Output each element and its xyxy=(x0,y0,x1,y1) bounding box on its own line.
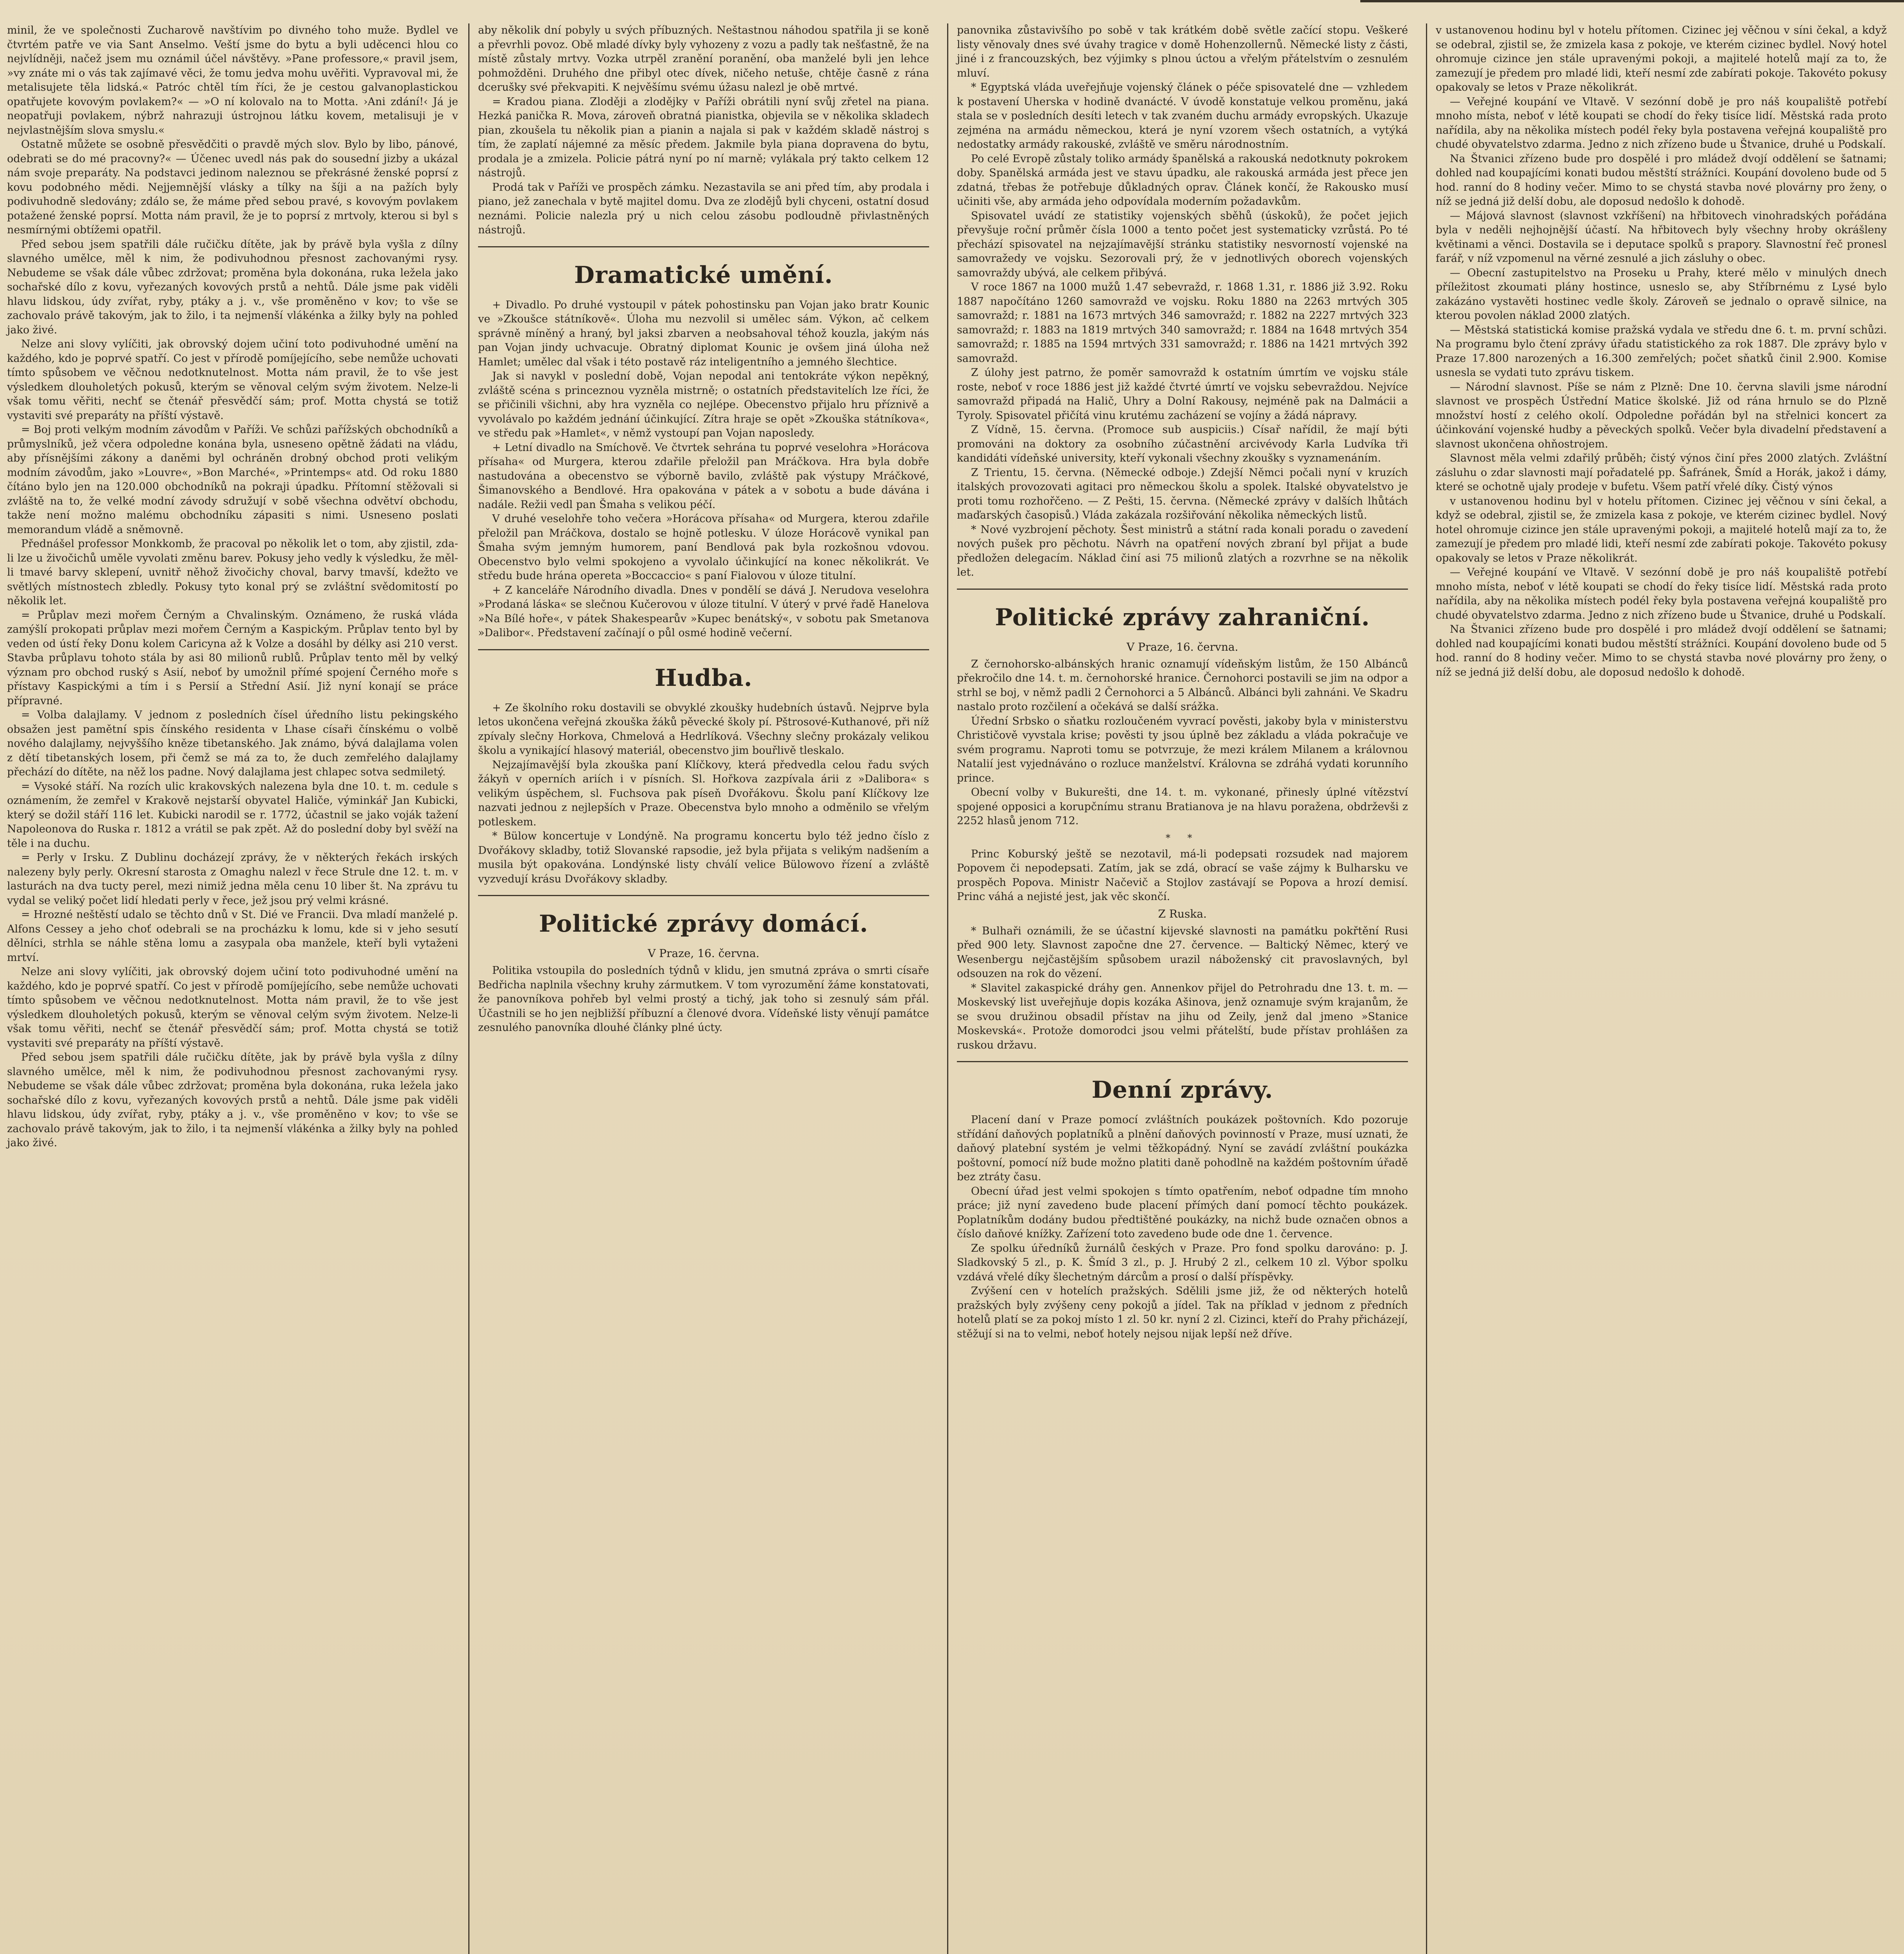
column-separator xyxy=(1426,23,1427,1954)
article-text: v ustanovenou hodinu byl v hotelu přítomen. Cizinec jej věčnou v síni čekal, a když se odebral, zjistil se, že zmizela kasa z pokoje, ve kterém cizinec bydlel. Nový hotel ohromuje cizince jen stále upravenými pokoji, a majitelé hotelů mají za to, že zamezují je předem pro mladé lidi, kteří nesmí zde zabírati pokoje. Takovéto pokusy opakovaly se letos v Praze několikrát. xyxy=(1436,495,1887,564)
news-item: = Hrozné neštěstí udalo se těchto dnů v St. Dié ve Francii. Dva mladí manželé p. Alfons Cessey a jeho choť odebrali se na procházku k lomu, kde si v jeho sesutí dělníci, strhla se náhle stěna lomu a zasypala oba manžele, kteří byli vytaženi mrtví. xyxy=(7,909,458,964)
section-rule xyxy=(478,895,929,896)
column-separator xyxy=(947,23,948,1954)
section-rule xyxy=(478,246,929,247)
article-text: Na Štvanici zřízeno bude pro dospělé i pro mládež dvojí oddělení se šatnami; dohled nad koupajícími konati budou městští strážníci. Koupání dovoleno bude od 5 hod. ranní do 8 hodiny večer. Mimo to se chystá stavba nové plovárny pro ženy, o níž se jedná již delší dobu, ale doposud nedošlo k dohodě. xyxy=(1436,152,1887,208)
article-text: Z černohorsko-albánských hranic oznamují vídeňským listům, že 150 Albánců překročilo dne 14. t. m. černohorské hranice. Černohorci postavili se jim na odpor a strhl se boj, v němž padli 2 Černohorci a 5 Albánců. Albánci byli zahnáni. Ve Skadru nastalo proto rozčilení a očekává se další srážka. xyxy=(957,658,1408,713)
news-item: — Veřejné koupání ve Vltavě. V sezónní době je pro náš koupaliště potřebí mnoho místa, neboť v létě koupati se chodí do řeky tisíce lidí. Městská rada proto nařídila, aby na několika místech podél řeky byla postavena veřejná koupaliště pro chudé obyvatelstvo zdarma. Jedno z nich zřízeno bude u Štvanice, druhé u Podskalí. xyxy=(1436,95,1887,150)
article-text: + Z kanceláře Národního divadla. Dnes v pondělí se dává J. Nerudova veselohra »Prodaná láska« se slečnou Kučerovou v úloze titulní. V úterý v prvé řadě Hanelova »Na Bílé hoře«, v pátek Shakespearův »Kupec benátský«, v sobotu pak Smetanova »Dalibor«. Představení začínají o půl osmé hodině večerní. xyxy=(478,584,929,639)
article-text: + Ze školního roku dostavili se obvyklé zkoušky hudebních ústavů. Nejprve byla letos ukončena veřejná zkouška žáků pěvecké školy pí. Pštrosové-Kuthanové, při níž zpívaly slečny Horkova, Chmelová a Hedrlíková. Všechny slečny prokázaly velikou školu a vynikající hlasový materiál, obecenstvo jim bouřlivě tleskalo. xyxy=(478,701,929,757)
article-text: Po celé Evropě zůstaly toliko armády španělská a rakouská nedotknuty pokrokem doby. Spanělská armáda jest ve stavu úpadku, ale rakouská armáda jest přece jen zdatná, třebas že potřebuje důkladných oprav. Článek končí, že Rakousko musí učiniti vše, aby armáda jeho odpovídala moderním požadavkům. xyxy=(957,152,1408,208)
article-text: Z Trientu, 15. června. (Německé odboje.) Zdejší Němci počali nyní v kruzích italských provozovati agitaci pro německou školu a spolek. Italské obyvatelstvo je proti tomu rozhořčeno. — Z Pešti, 15. června. (Německé zprávy v dalších lhůtách maďarských časopisů.) Vláda zakázala rozšiřování několika německých listů. xyxy=(957,466,1408,521)
dateline: Z Ruska. xyxy=(1158,907,1207,920)
article-text: Před sebou jsem spatřili dále ručičku dítěte, jak by právě byla vyšla z dílny slavného umělce, měl k nim, že podivuhodnou přesnost zachovanými rysy. Nebudeme se však dále vůbec zdržovat; proměna byla dokonána, ruka ležela jako sochařské dílo z kovu, vyřezaných kovových prstů a nehtů. Dále jsme pak viděli hlavu lidskou, údy zvířat, ryby, ptáky a j. v., vše proměněno v kov; to vše se zachovalo právě takovým, jak to žilo, i ta nejmenší vlákénka a žilky byly na pohled jako živé. xyxy=(7,1051,458,1149)
news-item: = Volba dalajlamy. V jednom z posledních čísel úředního listu pekingského obsažen jest pamětní spis čínského residenta v Lhase císaři čínskému o volbě nového dalajlamy, nejvyššího kněze tibetanského. Jak známo, bývá dalajlama volen z dětí tibetanských losem, při čemž se má za to, že duch zemřelého dalajlamy přechází do dítěte, na něž los padne. Nový dalajlama jest chlapec sotva sedmiletý. xyxy=(7,709,458,778)
article-text: Politika vstoupila do posledních týdnů v klidu, jen smutná zpráva o smrti císaře Bedřicha naplnila všechny kruhy zármutkem. V tom vyrozumění žáme konstatovati, že panovníkova pohřeb byl velmi prostý a tichý, jak toho si zesnulý sám přál. Účastnili se ho jen nejbližší příbuzní a členové dvora. Vídeňské listy věnují památce zesnulého panovníka dlouhé články plné úcty. xyxy=(478,964,929,1034)
column-4 xyxy=(1429,23,1894,1954)
news-item: — Městská statistická komise pražská vydala ve středu dne 6. t. m. první schůzi. Na programu bylo čtení zprávy úřadu statistického za rok 1887. Dle zprávy bylo v Praze 17.800 narozených a 16.300 zemřelých; počet sňatků činil 2.900. Komise usnesla se vydati tuto zprávu tiskem. xyxy=(1436,324,1887,379)
news-item: — Národní slavnost. Píše se nám z Plzně: Dne 10. června slavili jsme národní slavnost ve prospěch Ústřední Matice školské. Již od rána hrnulo se do Plzně množství hostí z celého okolí. Odpoledne pořádán byl na střelnici koncert za účinkování vojenské hudby a pěveckých spolků. Večer byla divadelní představení a slavnost ukončena ohňostrojem. xyxy=(1436,381,1887,450)
news-item: = Kradou piana. Zloději a zlodějky v Paříži obrátili nyní svůj zřetel na piana. Hezká panička R. Mova, zároveň obratná pianistka, objevila se v několika skladech pian, zkoušela tu několik pian a pianin a najala si pak v každém skladě nástroj s tím, že zaplatí nájemné za měsíc předem. Jakmile byla piana dopravena do bytu, prodala je a zmizela. Policie pátrá nyní po ní marně; vylákala prý takto celkem 12 nástrojů. xyxy=(478,95,929,179)
section-rule xyxy=(957,1061,1408,1062)
column-1 xyxy=(0,23,465,1954)
article-text: Úřední Srbsko o sňatku rozloučeném vyvrací pověsti, jakoby byla v ministerstvu Christičově vyvstala krise; pověsti ty jsou úplně bez základu a vláda pokračuje ve svém programu. Naproti tomu se potvrzuje, že mezi králem Milanem a královnou Natalií jest vyjednáváno o rozluce manželství. Královna se zdráhá vydati korunního prince. xyxy=(957,715,1408,784)
column-2 xyxy=(471,23,936,1954)
article-text: Ostatně můžete se osobně přesvědčiti o pravdě mých slov. Bylo by libo, pánové, odebrati se do mé pracovny?« — Účenec uvedl nás pak do sousední jizby a ukázal nám svoje preparáty. Na podstavci jedinom naleznou se překrásné ženské poprsí z kovu podobného mědi. Nejjemnější vlásky a tílky na šíji a na pažích byly podivuhodně sledovány; zdálo se, že máme před sebou pravé, s kovovým povlakem potažené ženské poprsí. Motta nám pravil, že je to poprsí z mrtvoly, kterou si byl s nesmírnými obtížemi opatřil. xyxy=(7,138,458,236)
news-item: = Průplav mezi mořem Černým a Chvalinským. Oznámeno, že ruská vláda zamýšlí prokopati průplav mezi mořem Černým a Kaspickým. Průplav tento byl by veden od ústí řeky Donu kolem Caricyna až k Volze a dosáhl by délky asi 210 verst. Stavba průplavu tohoto stála by asi 80 milionů rublů. Průplav tento měl by velký význam pro obchod ruský s Asií, neboť by umožnil přímé spojení Černého moře s přístavy Kaspickými a tím i s Persií a Střední Asií. Již nyní konají se práce přípravné. xyxy=(7,609,458,707)
article-text: V roce 1867 na 1000 mužů 1.47 sebevražd, r. 1868 1.31, r. 1886 již 3.92. Roku 1887 napočítáno 1260 samovražd ve vojsku. Roku 1880 na 2263 mrtvých 305 samovražd; r. 1881 na 1673 mrtvých 346 samovražd; r. 1882 na 2227 mrtvých 323 samovražd; r. 1883 na 1819 mrtvých 340 samovražd; r. 1884 na 1648 mrtvých 354 samovražd; r. 1885 na 1594 mrtvých 331 samovražd; r. 1886 na 1421 mrtvých 392 samovražd. xyxy=(957,281,1408,365)
news-item: Ze spolku úředníků žurnálů českých v Praze. Pro fond spolku darováno: p. J. Sladkovský 5 zl., p. K. Šmíd 3 zl., p. J. Hrubý 2 zl., celkem 10 zl. Výbor spolku vzdává vřelé díky šlechetným dárcům a prosí o další příspěvky. xyxy=(957,1242,1408,1283)
dateline: V Praze, 16. června. xyxy=(648,947,759,960)
article-text: Přednášel professor Monkkomb, že pracoval po několik let o tom, aby zjistil, zda-li lze u živočichů uměle vyvolati změnu barev. Pokusy jeho vedly k výsledku, že měl-li tmavé barvy sklepení, uvnitř něhož živočichy choval, barvy tmavší, kdežto ve světlých místnostech zbledly. Pokusy tyto konal prý se zvláštní svědomitostí po několik let. xyxy=(7,538,458,607)
news-item: Zvýšení cen v hotelích pražských. Sdělili jsme již, že od některých hotelů pražských byly zvýšeny ceny pokojů a jídel. Tak na příklad v jednom z předních hotelů platí se za pokoj místo 1 zl. 50 kr. nyní 2 zl. Cizinci, kteří do Prahy přicházejí, stěžují si na to velmi, neboť hotely nejsou nijak lepší než dříve. xyxy=(957,1285,1408,1340)
article-text: + Letní divadlo na Smíchově. Ve čtvrtek sehrána tu poprvé veselohra »Horácova přísaha« od Murgera, kterou zdařile přeložil pan Mráčkova. Hra byla dobře nastudována a obecenstvo se výborně bavilo, zvláště pak výstupy Mráčkové, Šimanovského a Bendlové. Hra opakována v pátek a v sobotu a bude dávána i nadále. Režii vedl pan Šmaha s velikou péčí. xyxy=(478,441,929,511)
article-text: * Slavitel zakaspické dráhy gen. Annenkov přijel do Petrohradu dne 13. t. m. — Moskevský list uveřejňuje dopis kozáka Ašinova, jenž oznamuje svým krajanům, že se svou družinou obsadil přístav na jihu od Zeily, jenž dal jmeno »Stanice Moskevská«. Protože domorodci jsou velmi přátelští, bude přístav prohlášen za ruskou državu. xyxy=(957,982,1408,1051)
article-text: — Veřejné koupání ve Vltavě. V sezónní době je pro náš koupaliště potřebí mnoho místa, neboť v létě koupati se chodí do řeky tisíce lidí. Městská rada proto nařídila, aby na několika místech podél řeky byla postavena veřejná koupaliště pro chudé obyvatelstvo zdarma. Jedno z nich zřízeno bude u Štvanice, druhé u Podskalí. xyxy=(1436,566,1887,621)
news-item: — Obecní zastupitelstvo na Proseku u Prahy, které mělo v minulých dnech příležitost zkoumati plány hostince, usneslo se, aby Stříbrnému z Lysé bylo zakázáno vystavěti hostinec vedle školy. Zároveň se jednalo o opravě silnice, na kterou povolen náklad 2000 zlatých. xyxy=(1436,267,1887,322)
article-text: * Bülow koncertuje v Londýně. Na programu koncertu bylo též jedno číslo z Dvořákovy skladby, totiž Slovanské rapsodie, jež byla přijata s velikým nadšením a musila být opakována. Londýnské listy chválí velice Bülowovo řízení a zvláště vyzvedují krásu Dvořákovy skladby. xyxy=(478,830,929,885)
article-text: Princ Koburský ještě se nezotavil, má-li podepsati rozsudek nad majorem Popovem či nepodepsati. Zatím, jak se zdá, obrací se vaše zájmy k Bulharsku ve prospěch Popova. Ministr Načevič a Stojlov zastávají se Popova a hrozí demisí. Princ váhá a nejisté jest, jak věc skončí. xyxy=(957,848,1408,903)
news-item: — Májová slavnost (slavnost vzkříšení) na hřbitovech vinohradských pořádána byla v neděli nejhojnější účastí. Na hřbitovech byly všechny hroby okrášleny květinami a věnci. Dostavila se i deputace spolků s prapory. Slavnostní řeč pronesl farář, v níž vzpomenul na věrné zesnulé a jich zásluhy o obec. xyxy=(1436,209,1887,265)
top-rule xyxy=(1360,0,1904,2)
column-separator xyxy=(468,23,469,1954)
article-text: * Egyptská vláda uveřejňuje vojenský článek o péče spisovatelé dne — vzhledem k postavení Uherska v hodině dvanácté. V úvodě konstatuje velkou proměnu, jaká stala se v posledních desíti letech v tak zvaném duchu armády evropských. Ukazuje zejména na armádu německou, která je nyní vzorem všech ostatních, a vytýká nedostatky armády rakouské, zvláště ve směru národnostním. xyxy=(957,81,1408,150)
news-item: = Boj proti velkým modním závodům v Paříži. Ve schůzi pařížských obchodníků a průmyslníků, jež včera odpoledne konána byla, usneseno opětně žádati na vládu, aby přísnějšími zákony a daněmi byl ochráněn drobný obchod proti velikým modním závodům, jako »Louvre«, »Bon Marché«, »Printemps« atd. Od roku 1880 čítáno bylo jen na 120.000 obchodníků na pokraji úpadku. Přítomní stěžovali si zvláště na to, že velké modní závody sdružují v sobě všechna odvětví obchodu, takže není možno malému obchodníku zápasiti s nimi. Usneseno poslati memorandum vládě a sněmovně. xyxy=(7,424,458,536)
article-text: Slavnost měla velmi zdařilý průběh; čistý výnos činí přes 2000 zlatých. Zvláštní zásluhu o zdar slavnosti mají pořadatelé pp. Šafránek, Šmíd a Horák, jakož i dámy, které se ochotně ujaly prodeje v bufetu. Všem patří vřelé díky. Čistý výnos xyxy=(1436,452,1887,493)
news-item: = Perly v Irsku. Z Dublinu docházejí zprávy, že v některých řekách irských nalezeny byly perly. Okresní starosta z Omaghu nalezl v řece Strule dne 12. t. m. v lasturách na dva tucty perel, mezi nimiž jedna měla cenu 10 liber št. Na zprávu tu vydal se veliký počet lidí hledati perly v řece, jež jsou prý velmi krásné. xyxy=(7,852,458,907)
article-text: Z Vídně, 15. června. (Promoce sub auspiciis.) Císař nařídil, že mají býti promováni na doktory za osobního zúčastnění arcivévody Karla Ludvíka tři kandidáti vídeňské university, kteří vykonali všechny zkoušky s vyznamenáním. xyxy=(957,424,1408,464)
article-text: Obecní volby v Bukurešti, dne 14. t. m. vykonané, přinesly úplné vítězství spojené opposici a korupčnímu stranu Bratianova je na hlavu poražena, obdrževši z 2252 hlasů jenom 712. xyxy=(957,786,1408,827)
article-text: Nejzajímavější byla zkouška paní Klíčkovy, která předvedla celou řadu svých žákyň v operních ariích i v písních. Sl. Hořkova zazpívala árii z »Dalibora« s velikým úspěchem, sl. Fuchsova pak píseň Dvořákovu. Školu paní Klíčkovy lze nazvati jednou z nejlepších v Praze. Obecenstva bylo mnoho a odměnilo se vřelým potleskem. xyxy=(478,759,929,828)
article-text: Spisovatel uvádí ze statistiky vojenských sběhů (úskoků), že počet jejich převyšuje roční průměr čísla 1000 a tento počet jest systematicky vzrůstá. Po té přechází spisovatel na nejzajímavější stránku statistiky nesvorností vojenské na samovražedy ve vojsku. Sezorovali prý, že v jednotlivých oborech vojenských samovraždy ubývá, ale celkem přibývá. xyxy=(957,209,1408,279)
section-rule xyxy=(957,589,1408,590)
article-text: minil, že ve společnosti Zucharově navštívim po divného toho muže. Bydlel ve čtvrtém patře ve via Sant Anselmo. Veští jsme do bytu a byli uděcenci hlou co nejvlídněji, načež jsem mu oznámil účel návštěvy. »Pane professore,« pravil jsem, »vy znáte mi o vás tak zajímavé věci, že tomu jedva mohu uvěřiti. Vypravoval mi, že metalisujete těla lidská.« Patróc chtěl tím říci, že je cestou galvanoplastickou opatřujete kovovým povlakem?« — »O ní kolovalo na to Motta. ›Ani zdání!‹ Já je neopatřuji povlakem, nýbrž nahrazuji ústrojnou látku kovem, metalisuji je v nejvlastnějším slova smyslu.« xyxy=(7,24,458,136)
section-heading-denni: Denní zprávy. xyxy=(1091,1076,1274,1104)
article-text: panovnika zůstavivšího po sobě v tak krátkém době světle začící stopu. Veškeré listy věnovaly dnes své úvahy tragice v domě Hohenzollernů. Německé listy z části, jiné i z francouzských, bez výjimky s plnou úctou a vřelým přátelstvím o zesnulém mluví. xyxy=(957,24,1408,79)
section-heading-dramatic: Dramatické umění. xyxy=(574,261,833,289)
section-heading-hudba: Hudba. xyxy=(655,664,752,692)
news-item: Placení daní v Praze pomocí zvláštních poukázek poštovních. Kdo pozoruje střídání daňových poplatníků a plnění daňových povinností v Praze, musí uznati, že daňový platební systém je velmi těžkopádný. Nyní se zavádí zvláštní poukázka poštovní, pomocí níž bude možno platiti daně pohodlně na každém poštovním úřadě bez ztráty času. xyxy=(957,1114,1408,1183)
article-text: Nelze ani slovy vylíčiti, jak obrovský dojem učiní toto podivuhodné umění na každého, kdo je poprvé spatří. Co jest v přírodě pomíjejícího, sebe nemůže uchovati tímto spůsobem ve věčnou nedotknutelnost. Motta nám pravil, že to vše jest výsledkem dlouholetých pokusů, kterým se věnoval celým svým životem. Nelze-li však tomu věřiti, nechť se čtenář přesvědčí sám; prof. Motta chystá se totiž vystaviti své preparáty na příští výstavě. xyxy=(7,966,458,1049)
article-text: Na Štvanici zřízeno bude pro dospělé i pro mládež dvojí oddělení se šatnami; dohled nad koupajícími konati budou městští strážníci. Koupání dovoleno bude od 5 hod. ranní do 8 hodiny večer. Mimo to se chystá stavba nové plovárny pro ženy, o níž se jedná již delší dobu, ale doposud nedošlo k dohodě. xyxy=(1436,623,1887,678)
article-text: * Bulhaři oznámili, že se účastní kijevské slavnosti na památku pokřtění Rusi před 900 lety. Slavnost započne dne 27. července. — Baltický Němec, který ve Wesenbergu nejčastějším spůsobem urazil náboženský cit pravoslavných, byl odsouzen na rok do vězení. xyxy=(957,925,1408,980)
article-text: Před sebou jsem spatřili dále ručičku dítěte, jak by právě byla vyšla z dílny slavného umělce, měl k nim, že podivuhodnou přesnost zachovanými rysy. Nebudeme se však dále vůbec zdržovat; proměna byla dokonána, ruka ležela jako sochařské dílo z kovu, vyřezaných kovových prstů a nehtů. Dále jsme pak viděli hlavu lidskou, údy zvířat, ryby, ptáky a j. v., vše proměněno v kov; to vše se zachovalo právě takovým, jak to žilo, i ta nejmenší vlákénka a žilky byly na pohled jako živé. xyxy=(7,238,458,336)
article-text: Jak si navykl v poslední době, Vojan nepodal ani tentokráte výkon nepěkný, zvláště scéna s princeznou vyzněla mistrně; o ostatních představitelích lze říci, že se přičinili všichni, aby hra vyzněla co nejlépe. Obecenstvo přijalo hru příznivě a vyvolávalo po každém jednání účinkující. Zítra hraje se opět »Zkouška státníkova«, ve středu pak »Hamlet«, v němž vystoupí pan Vojan naposledy. xyxy=(478,370,929,439)
section-heading-zahranicni: Politické zprávy zahraniční. xyxy=(995,603,1370,631)
article-text: * Nové vyzbrojení pěchoty. Šest ministrů a státní rada konali poradu o zavedení nových pušek pro pěchotu. Návrh na opatření nových zbraní byl přijat a bude předložen delegacím. Náklad činí asi 75 milionů zlatých a rozvrhne se na několik let. xyxy=(957,523,1408,578)
article-text: Z úlohy jest patrno, že poměr samovražd k ostatním úmrtím ve vojsku stále roste, neboť v roce 1886 jest již každé čtvrté úmrtí ve vojsku sebevraždou. Nejvíce samovražd připadá na Halič, Uhry a Dolní Rakousy, nejméně pak na Dalmácii a Tyroly. Spisovatel přičítá vinu krutému zacházení se vojíny a žádá nápravy. xyxy=(957,367,1408,422)
dateline: V Praze, 16. června. xyxy=(1127,640,1238,653)
article-text: V druhé veselohře toho večera »Horácova přísaha« od Murgera, kterou zdařile přeložil pan Mráčkova, dostalo se hojně potlesku. V úloze Horácově vynikal pan Šmaha svým jemným humorem, paní Bendlová pak byla rozkošnou vdovou. Obecenstvo bylo velmi spokojeno a vyvolalo účinkující na konec několikrát. Ve středu bude hrána opereta »Boccaccio« s paní Fialovou v úloze titulní. xyxy=(478,513,929,582)
news-item: Obecní úřad jest velmi spokojen s tímto opatřením, neboť odpadne tím mnoho práce; již nyní zavedeno bude placení přímých daní pomocí těchto poukázek. Poplatníkům dodány budou předtištěné poukázky, na nichž bude označen obnos a číslo daňové knížky. Zařízení toto zavedeno bude ode dne 1. července. xyxy=(957,1185,1408,1240)
article-text: Prodá tak v Paříži ve prospěch zámku. Nezastavila se ani před tím, aby prodala i piano, jež zanechala v bytě majitel domu. Dva ze zlodějů byli chyceni, ostatní dosud neznámi. Policie nalezla prý u nich celou zásobu podloudně přivlastněných nástrojů. xyxy=(478,181,929,236)
section-rule xyxy=(478,649,929,650)
section-heading-domaci: Politické zprávy domácí. xyxy=(539,910,869,938)
news-item: = Vysoké stáří. Na rozích ulic krakovských nalezena byla dne 10. t. m. cedule s oznámením, že zemřel v Krakově nejstarší obyvatel Haliče, výminkář Jan Kubicki, který se dožil stáří 116 let. Kubicki narodil se r. 1772, účastnil se jako voják tažení Napoleonova do Ruska r. 1812 a vrátil se pak zpět. Až do poslední doby byl svěží na těle i na duchu. xyxy=(7,780,458,850)
article-text: + Divadlo. Po druhé vystoupil v pátek pohostinsku pan Vojan jako bratr Kounic ve »Zkoušce státníkově«. Úloha mu nezvolil si umělec sám. Výkon, ač celkem správně míněný a hraný, byl jaksi zbarven a neobsahoval téhož kouzla, jakým nás pan Vojan jindy uchvacuje. Obratný diplomat Kounic je ovšem jiná úloha než Hamlet; umělec dal však i této postavě ráz inteligentního a jemného šlechtice. xyxy=(478,299,929,368)
article-text: v ustanovenou hodinu byl v hotelu přítomen. Cizinec jej věčnou v síni čekal, a když se odebral, zjistil se, že zmizela kasa z pokoje, ve kterém cizinec bydlel. Nový hotel ohromuje cizince jen stále upravenými pokoji, a majitelé hotelů mají za to, že zamezují je předem pro mladé lidi, kteří nesmí zde zabírati pokoje. Takovéto pokusy opakovaly se letos v Praze několikrát. xyxy=(1436,24,1887,93)
separator-stars: * * xyxy=(1166,832,1199,843)
article-text: Nelze ani slovy vylíčiti, jak obrovský dojem učiní toto podivuhodné umění na každého, kdo je poprvé spatří. Co jest v přírodě pomíjejícího, sebe nemůže uchovati tímto spůsobem ve věčnou nedotknutelnost. Motta nám pravil, že to vše jest výsledkem dlouholetých pokusů, kterým se věnoval celým svým životem. Nelze-li však tomu věřiti, nechť se čtenář přesvědčí sám; prof. Motta chystá se totiž vystaviti své preparáty na příští výstavě. xyxy=(7,338,458,422)
column-3 xyxy=(950,23,1415,1954)
article-text: aby několik dní pobyly u svých příbuzných. Neštastnou náhodou spatřila ji se koně a převrhli povoz. Obě mladé dívky byly vyhozeny z vozu a padly tak nešťastně, že na místě zůstaly mrtvy. Vozka utrpěl zranění poranění, oba manželé byli jen lehce pohmožděni. Druhého dne přibyl otec dívek, ničeho netuše, chtěje časně z rána dcerušky své překvapiti. K nejvěšímu svému úžasu nalezl je obě mrtvé. xyxy=(478,24,929,93)
